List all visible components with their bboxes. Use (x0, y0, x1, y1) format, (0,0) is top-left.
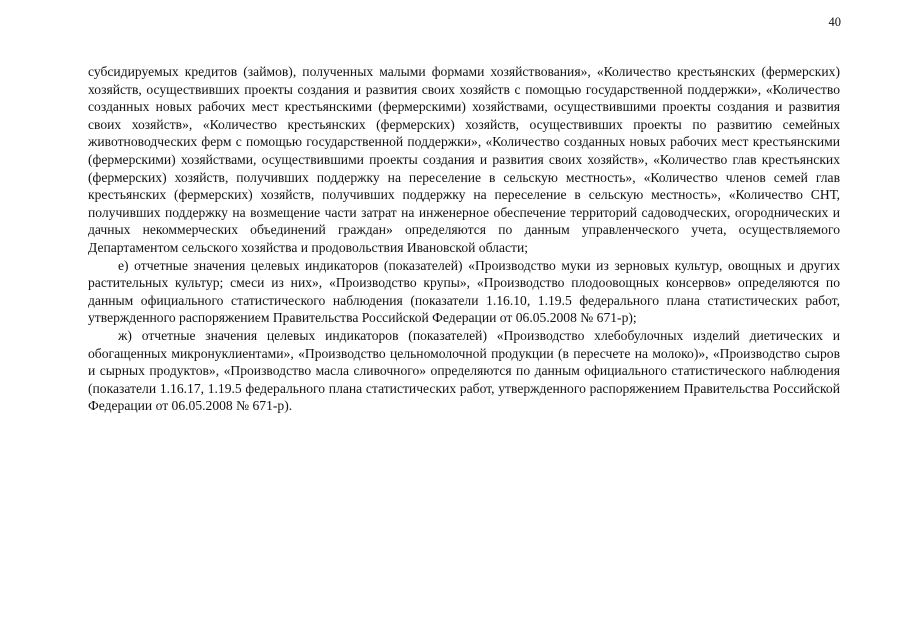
paragraph-continuation: субсидируемых кредитов (займов), полученных малыми формами хозяйствования», «Количество крестьянских (фермерских) хозяйств, осуществивших проекты создания и развития своих хозяйств с помощью государственной поддержки», «Количество созданных новых рабочих мест крестьянскими (фермерскими) хозяйствами, осуществившими проекты создания и развития своих хозяйств», «Количество крестьянских (фермерских) хозяйств, осуществивших проекты по развитию семейных животноводческих ферм с помощью государственной поддержки», «Количество созданных новых рабочих мест крестьянскими (фермерскими) хозяйствами, осуществившими проекты создания и развития своих хозяйств», «Количество глав крестьянских (фермерских) хозяйств, получивших поддержку на переселение в сельскую местность», «Количество членов семей глав крестьянских (фермерских) хозяйств, получивших поддержку на переселение в сельскую местность», «Количество СНТ, получивших поддержку на возмещение части затрат на инженерное обеспечение территорий садоводческих, огороднических и дачных некоммерческих объединений граждан» определяются по данным управленческого учета, осуществляемого Департаментом сельского хозяйства и продовольствия Ивановской области; (88, 64, 840, 255)
page-number: 40 (828, 15, 841, 29)
paragraph-item-zh: ж) отчетные значения целевых индикаторов (показателей) «Производство хлебобулочных изделий диетических и обогащенных микронуклиентами», «Производство цельномолочной продукции (в пересчете на молоко)», «Производство сыров и сырных продуктов», «Производство масла сливочного» определяются по данным официального статистического наблюдения (показатели 1.16.17, 1.19.5 федерального плана статистических работ, утвержденного распоряжением Правительства Российской Федерации от 06.05.2008 № 671-р). (88, 327, 840, 414)
body-text (88, 63, 840, 415)
paragraph-item-e: е) отчетные значения целевых индикаторов (показателей) «Производство муки из зерновых культур, овощных и других растительных культур; смеси из них», «Производство крупы», «Производство плодоовощных консервов» определяются по данным официального статистического наблюдения (показатели 1.16.10, 1.19.5 федерального плана статистических работ, утвержденного распоряжением Правительства Российской Федерации от 06.05.2008 № 671-р); (88, 257, 840, 326)
